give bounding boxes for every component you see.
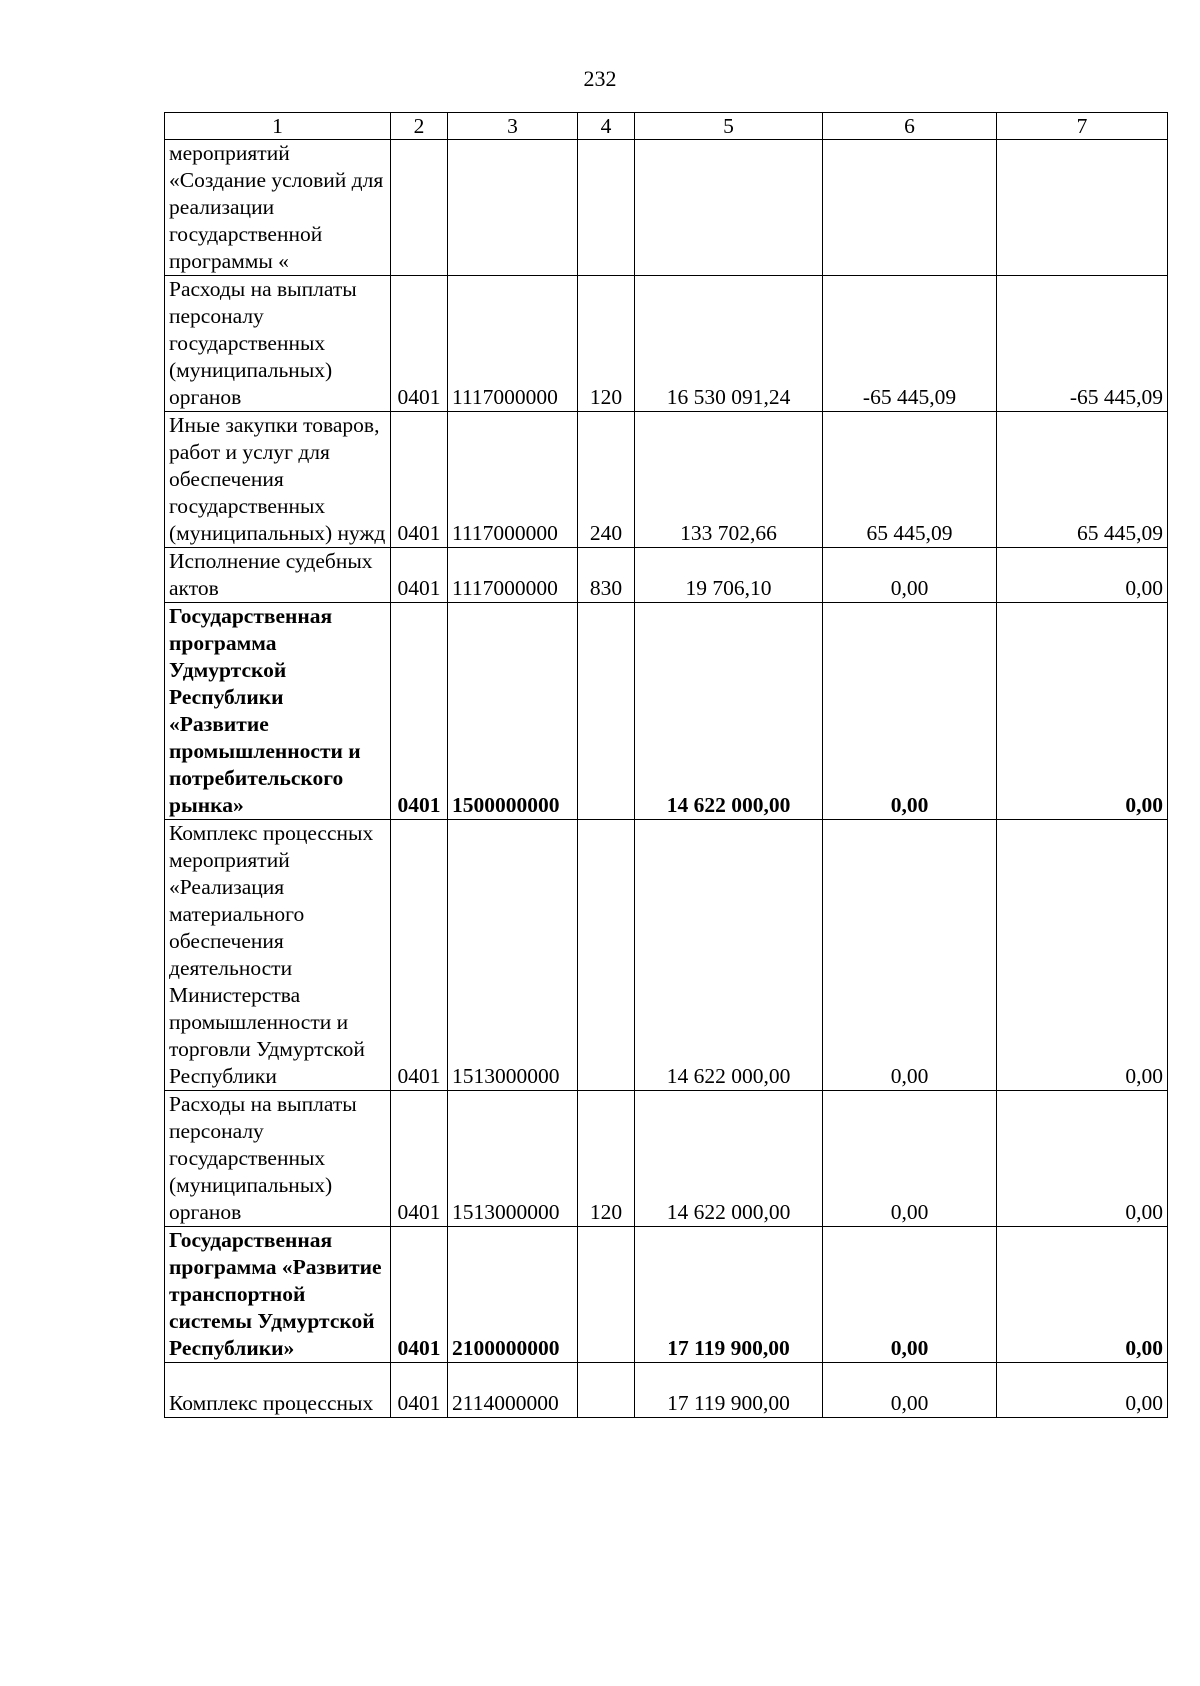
item-name: Исполнение судебных актов xyxy=(165,548,391,603)
amount-col5: 17 119 900,00 xyxy=(635,1227,823,1363)
column-header: 7 xyxy=(997,113,1168,140)
expense-type-code: 240 xyxy=(578,412,635,548)
amount-col5: 16 530 091,24 xyxy=(635,276,823,412)
amount-col6: -65 445,09 xyxy=(823,276,997,412)
amount-col7: -65 445,09 xyxy=(997,276,1168,412)
section-code xyxy=(391,140,448,276)
item-name: Расходы на выплаты персоналу государственных (муниципальных) органов xyxy=(165,1091,391,1227)
table-row xyxy=(165,276,1168,412)
expense-type-code xyxy=(578,1227,635,1363)
target-code xyxy=(448,140,578,276)
target-code: 1513000000 xyxy=(448,1091,578,1227)
amount-col7: 0,00 xyxy=(997,1091,1168,1227)
table-row-program xyxy=(165,603,1168,820)
item-name: Комплекс процессных xyxy=(165,1363,391,1418)
table-row xyxy=(165,1363,1168,1418)
amount-col5 xyxy=(635,140,823,276)
column-header: 4 xyxy=(578,113,635,140)
section-code: 0401 xyxy=(391,548,448,603)
target-code: 2100000000 xyxy=(448,1227,578,1363)
item-name: мероприятий «Создание условий для реализации государственной программы « xyxy=(165,140,391,276)
table-row xyxy=(165,412,1168,548)
header-row xyxy=(165,113,1168,140)
table-row xyxy=(165,1091,1168,1227)
amount-col6: 0,00 xyxy=(823,820,997,1091)
section-code: 0401 xyxy=(391,412,448,548)
section-code: 0401 xyxy=(391,1091,448,1227)
amount-col6: 0,00 xyxy=(823,603,997,820)
section-code: 0401 xyxy=(391,1227,448,1363)
amount-col7: 0,00 xyxy=(997,1227,1168,1363)
amount-col6: 0,00 xyxy=(823,548,997,603)
target-code: 2114000000 xyxy=(448,1363,578,1418)
expense-type-code: 830 xyxy=(578,548,635,603)
table-row xyxy=(165,820,1168,1091)
target-code: 1117000000 xyxy=(448,548,578,603)
amount-col7: 0,00 xyxy=(997,1363,1168,1418)
table-row xyxy=(165,140,1168,276)
expense-type-code xyxy=(578,1363,635,1418)
amount-col5: 133 702,66 xyxy=(635,412,823,548)
column-header: 2 xyxy=(391,113,448,140)
item-name: Государственная программа Удмуртской Республики «Развитие промышленности и потребительского рынка» xyxy=(165,603,391,820)
section-code: 0401 xyxy=(391,820,448,1091)
expense-type-code xyxy=(578,603,635,820)
column-header: 1 xyxy=(165,113,391,140)
amount-col5: 19 706,10 xyxy=(635,548,823,603)
amount-col6: 65 445,09 xyxy=(823,412,997,548)
item-name: Иные закупки товаров, работ и услуг для обеспечения государственных (муниципальных) нужд xyxy=(165,412,391,548)
target-code: 1513000000 xyxy=(448,820,578,1091)
expense-type-code: 120 xyxy=(578,1091,635,1227)
amount-col7: 0,00 xyxy=(997,603,1168,820)
amount-col5: 17 119 900,00 xyxy=(635,1363,823,1418)
section-code: 0401 xyxy=(391,276,448,412)
amount-col5: 14 622 000,00 xyxy=(635,603,823,820)
table-row-program xyxy=(165,1227,1168,1363)
amount-col7: 0,00 xyxy=(997,820,1168,1091)
section-code: 0401 xyxy=(391,1363,448,1418)
amount-col6: 0,00 xyxy=(823,1363,997,1418)
amount-col7 xyxy=(997,140,1168,276)
amount-col5: 14 622 000,00 xyxy=(635,1091,823,1227)
column-header: 5 xyxy=(635,113,823,140)
item-name: Комплекс процессных мероприятий «Реализация материального обеспечения деятельности Министерства промышленности и торговли Удмуртской Республики xyxy=(165,820,391,1091)
amount-col7: 0,00 xyxy=(997,548,1168,603)
column-header: 3 xyxy=(448,113,578,140)
amount-col5: 14 622 000,00 xyxy=(635,820,823,1091)
section-code: 0401 xyxy=(391,603,448,820)
item-name: Государственная программа «Развитие транспортной системы Удмуртской Республики» xyxy=(165,1227,391,1363)
expense-type-code xyxy=(578,820,635,1091)
expense-type-code: 120 xyxy=(578,276,635,412)
budget-table xyxy=(164,112,1168,1418)
target-code: 1117000000 xyxy=(448,412,578,548)
amount-col6: 0,00 xyxy=(823,1227,997,1363)
amount-col6: 0,00 xyxy=(823,1091,997,1227)
target-code: 1117000000 xyxy=(448,276,578,412)
amount-col6 xyxy=(823,140,997,276)
expense-type-code xyxy=(578,140,635,276)
amount-col7: 65 445,09 xyxy=(997,412,1168,548)
page-number: 232 xyxy=(583,66,617,91)
item-name: Расходы на выплаты персоналу государственных (муниципальных) органов xyxy=(165,276,391,412)
column-header: 6 xyxy=(823,113,997,140)
target-code: 1500000000 xyxy=(448,603,578,820)
table-row xyxy=(165,548,1168,603)
